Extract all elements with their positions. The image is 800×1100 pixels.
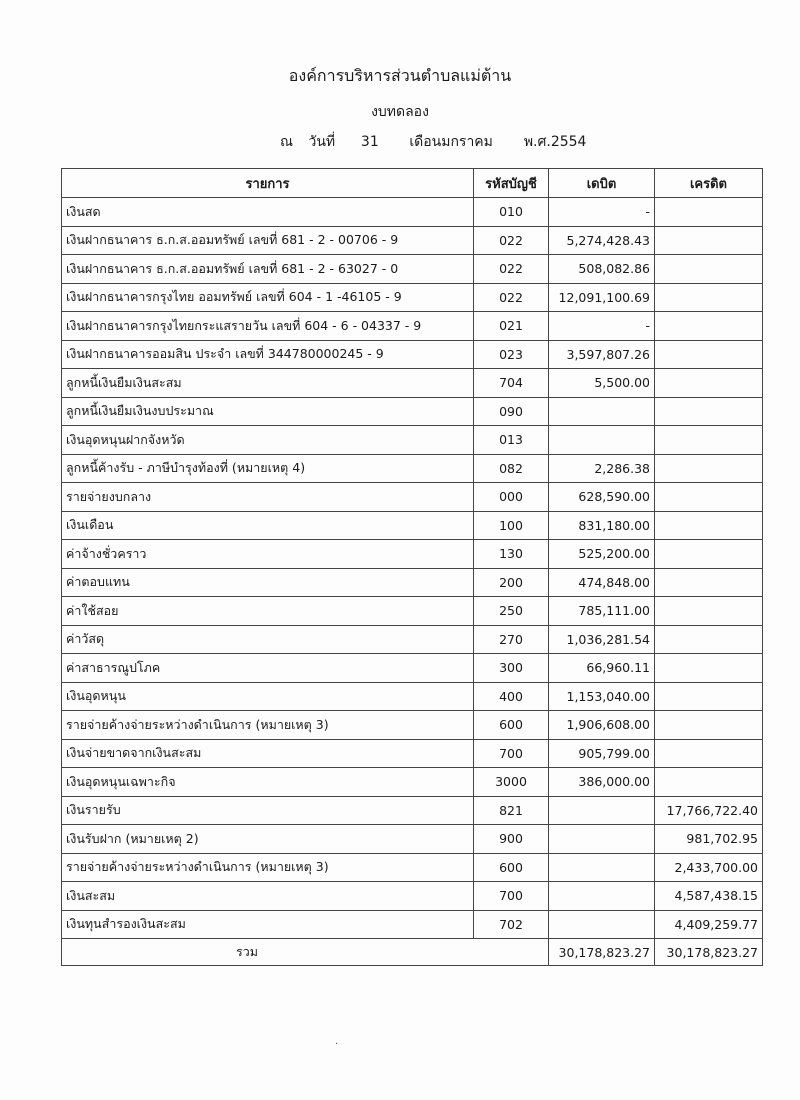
total-label: รวม [62,939,549,966]
row-credit-cell [655,568,763,597]
row-code-cell: 013 [474,426,549,455]
row-debit-cell: 508,082.86 [549,255,655,284]
row-item-cell: ค่าจ้างชั่วคราว [62,540,474,569]
row-debit-cell [549,910,655,939]
trial-balance-table [61,168,763,966]
row-item-cell: เงินฝากธนาคาร ธ.ก.ส.ออมทรัพย์ เลขที่ 681 - 2 - 00706 - 9 [62,226,474,255]
row-credit-cell [655,768,763,797]
row-debit-cell: 66,960.11 [549,654,655,683]
row-debit-cell: 1,906,608.00 [549,711,655,740]
row-credit-cell: 2,433,700.00 [655,853,763,882]
row-credit-cell [655,511,763,540]
row-credit-cell [655,397,763,426]
table-row [62,853,763,882]
row-debit-cell: 474,848.00 [549,568,655,597]
row-debit-cell: 2,286.38 [549,454,655,483]
row-code-cell: 300 [474,654,549,683]
row-debit-cell [549,882,655,911]
row-credit-cell [655,369,763,398]
row-code-cell: 022 [474,255,549,284]
row-debit-cell [549,426,655,455]
row-code-cell: 022 [474,226,549,255]
row-code-cell: 200 [474,568,549,597]
table-row [62,369,763,398]
row-credit-cell [655,540,763,569]
table-row [62,910,763,939]
row-item-cell: เงินอุดหนุน [62,682,474,711]
table-row [62,283,763,312]
table-row [62,483,763,512]
row-item-cell: เงินทุนสำรองเงินสะสม [62,910,474,939]
row-code-cell: 700 [474,882,549,911]
row-item-cell: ค่าวัสดุ [62,625,474,654]
row-debit-cell: 386,000.00 [549,768,655,797]
row-credit-cell: 4,587,438.15 [655,882,763,911]
row-item-cell: เงินสะสม [62,882,474,911]
table-row [62,825,763,854]
row-debit-cell: 3,597,807.26 [549,340,655,369]
table-row [62,426,763,455]
row-item-cell: เงินฝากธนาคารกรุงไทยกระแสรายวัน เลขที่ 604 - 6 - 04337 - 9 [62,312,474,341]
table-row [62,226,763,255]
table-row [62,454,763,483]
table-row [62,654,763,683]
row-credit-cell [655,340,763,369]
row-item-cell: ลูกหนี้เงินยืมเงินสะสม [62,369,474,398]
row-credit-cell [655,483,763,512]
row-credit-cell [655,454,763,483]
column-header-code: รหัสบัญชี [474,169,549,198]
row-code-cell: 250 [474,597,549,626]
row-debit-cell [549,825,655,854]
row-debit-cell [549,397,655,426]
table-row [62,739,763,768]
row-item-cell: เงินสด [62,198,474,227]
table-header-row [62,169,763,198]
row-credit-cell: 4,409,259.77 [655,910,763,939]
row-code-cell: 010 [474,198,549,227]
table-row [62,312,763,341]
row-debit-cell [549,853,655,882]
row-code-cell: 600 [474,711,549,740]
column-header-debit: เดบิต [549,169,655,198]
row-credit-cell: 17,766,722.40 [655,796,763,825]
scan-speck: . [335,1036,339,1047]
row-code-cell: 270 [474,625,549,654]
table-row [62,768,763,797]
total-row [62,939,763,966]
table-row [62,511,763,540]
row-debit-cell: - [549,312,655,341]
total-debit: 30,178,823.27 [549,939,655,966]
row-debit-cell: 5,500.00 [549,369,655,398]
date-month: เดือนมกราคม [409,134,493,150]
row-item-cell: ค่าตอบแทน [62,568,474,597]
report-date-line [280,131,586,153]
row-debit-cell: 1,036,281.54 [549,625,655,654]
row-credit-cell [655,654,763,683]
row-code-cell: 021 [474,312,549,341]
row-debit-cell: 5,274,428.43 [549,226,655,255]
row-item-cell: ลูกหนี้เงินยืมเงินงบประมาณ [62,397,474,426]
row-code-cell: 400 [474,682,549,711]
row-debit-cell: 785,111.00 [549,597,655,626]
row-code-cell: 023 [474,340,549,369]
row-credit-cell [655,625,763,654]
row-item-cell: เงินอุดหนุนฝากจังหวัด [62,426,474,455]
table-row [62,597,763,626]
table-row [62,796,763,825]
date-day: 31 [360,134,379,150]
row-credit-cell: 981,702.95 [655,825,763,854]
row-debit-cell: - [549,198,655,227]
row-credit-cell [655,711,763,740]
row-code-cell: 130 [474,540,549,569]
row-item-cell: เงินอุดหนุนเฉพาะกิจ [62,768,474,797]
row-credit-cell [655,682,763,711]
row-code-cell: 000 [474,483,549,512]
row-item-cell: เงินจ่ายขาดจากเงินสะสม [62,739,474,768]
table-row [62,255,763,284]
row-item-cell: รายจ่ายค้างจ่ายระหว่างดำเนินการ (หมายเหตุ 3) [62,853,474,882]
row-item-cell: ค่าใช้สอย [62,597,474,626]
row-debit-cell: 905,799.00 [549,739,655,768]
row-debit-cell: 525,200.00 [549,540,655,569]
table-row [62,397,763,426]
table-row [62,198,763,227]
row-credit-cell [655,283,763,312]
row-credit-cell [655,198,763,227]
row-credit-cell [655,255,763,284]
row-code-cell: 022 [474,283,549,312]
report-subtitle: งบทดลอง [371,104,429,120]
organization-title: องค์การบริหารส่วนตำบลแม่ต้าน [288,66,512,85]
row-code-cell: 3000 [474,768,549,797]
row-item-cell: เงินฝากธนาคาร ธ.ก.ส.ออมทรัพย์ เลขที่ 681 - 2 - 63027 - 0 [62,255,474,284]
table-row [62,340,763,369]
total-credit: 30,178,823.27 [655,939,763,966]
row-debit-cell: 1,153,040.00 [549,682,655,711]
row-credit-cell [655,312,763,341]
row-code-cell: 100 [474,511,549,540]
row-code-cell: 702 [474,910,549,939]
row-debit-cell: 831,180.00 [549,511,655,540]
column-header-item: รายการ [62,169,474,198]
row-credit-cell [655,739,763,768]
row-item-cell: ลูกหนี้ค้างรับ - ภาษีบำรุงท้องที่ (หมายเหตุ 4) [62,454,474,483]
row-item-cell: รายจ่ายค้างจ่ายระหว่างดำเนินการ (หมายเหตุ 3) [62,711,474,740]
table-row [62,682,763,711]
table-row [62,882,763,911]
row-credit-cell [655,226,763,255]
row-debit-cell: 12,091,100.69 [549,283,655,312]
row-item-cell: รายจ่ายงบกลาง [62,483,474,512]
row-item-cell: เงินรับฝาก (หมายเหตุ 2) [62,825,474,854]
row-item-cell: เงินเดือน [62,511,474,540]
row-code-cell: 900 [474,825,549,854]
row-item-cell: เงินฝากธนาคารออมสิน ประจำ เลขที่ 344780000245 - 9 [62,340,474,369]
row-debit-cell: 628,590.00 [549,483,655,512]
row-code-cell: 700 [474,739,549,768]
row-code-cell: 821 [474,796,549,825]
row-code-cell: 704 [474,369,549,398]
row-credit-cell [655,597,763,626]
table-row [62,540,763,569]
table-body [62,198,763,939]
date-year: พ.ศ.2554 [523,134,587,150]
row-item-cell: เงินฝากธนาคารกรุงไทย ออมทรัพย์ เลขที่ 604 - 1 -46105 - 9 [62,283,474,312]
table-row [62,711,763,740]
date-prefix: ณ [280,134,293,150]
date-day-label: วันที่ [308,134,336,150]
row-code-cell: 090 [474,397,549,426]
row-code-cell: 082 [474,454,549,483]
row-item-cell: ค่าสาธารณูปโภค [62,654,474,683]
table-row [62,568,763,597]
row-debit-cell [549,796,655,825]
row-credit-cell [655,426,763,455]
row-item-cell: เงินรายรับ [62,796,474,825]
row-code-cell: 600 [474,853,549,882]
column-header-credit: เครดิต [655,169,763,198]
table-row [62,625,763,654]
